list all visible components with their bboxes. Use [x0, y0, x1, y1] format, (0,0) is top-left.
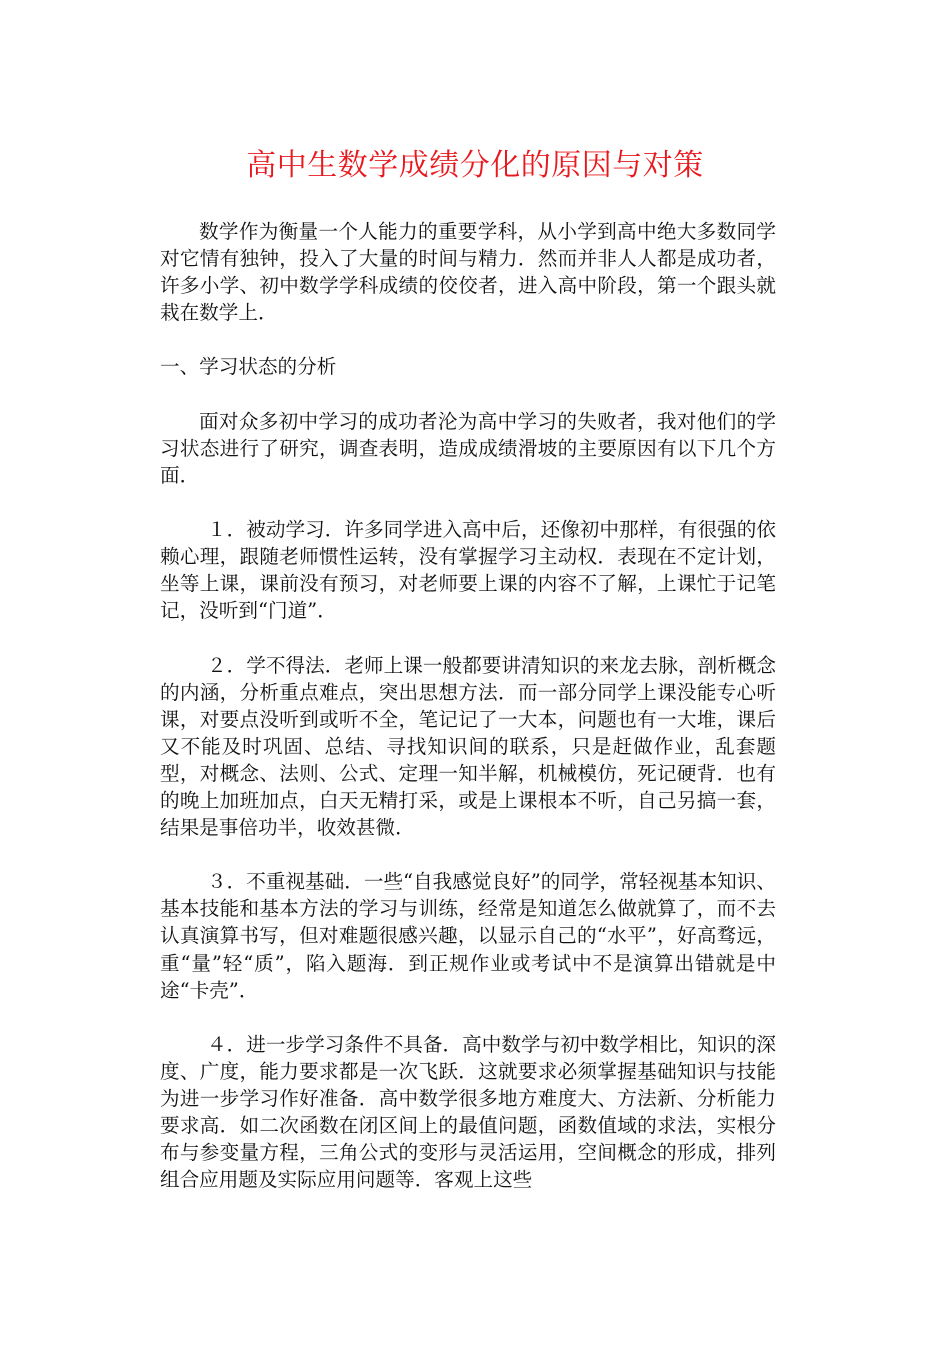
- point-2-paragraph: ２．学不得法．老师上课一般都要讲清知识的来龙去脉，剖析概念的内涵，分析重点难点，突出思想方法．而一部分同学上课没能专心听课，对要点没听到或听不全，笔记记了一大本，问题也有一大堆，课后又不能及时巩固、总结、寻找知识间的联系，只是赶做作业，乱套题型，对概念、法则、公式、定理一知半解，机械模仿，死记硬背．也有的晚上加班加点，白天无精打采，或是上课根本不听，自己另搞一套，结果是事倍功半，收效甚微．: [160, 653, 776, 840]
- section-heading: 一、学习状态的分析: [160, 355, 337, 379]
- point-1-paragraph: １．被动学习．许多同学进入高中后，还像初中那样，有很强的依赖心理，跟随老师惯性运转，没有掌握学习主动权．表现在不定计划，坐等上课，课前没有预习，对老师要上课的内容不了解，上课忙于记笔记，没听到“门道”．: [160, 518, 776, 623]
- page-title: 高中生数学成绩分化的原因与对策: [246, 148, 704, 183]
- section-intro-paragraph: 面对众多初中学习的成功者沦为高中学习的失败者，我对他们的学习状态进行了研究，调查表明，造成成绩滑坡的主要原因有以下几个方面．: [160, 409, 776, 487]
- intro-paragraph: 数学作为衡量一个人能力的重要学科，从小学到高中绝大多数同学对它情有独钟，投入了大量的时间与精力．然而并非人人都是成功者，许多小学、初中数学学科成绩的佼佼者，进入高中阶段，第一个跟头就栽在数学上．: [160, 220, 776, 325]
- document-body: [160, 218, 776, 1220]
- point-4-paragraph: ４．进一步学习条件不具备．高中数学与初中数学相比，知识的深度、广度，能力要求都是一次飞跃．这就要求必须掌握基础知识与技能为进一步学习作好准备．高中数学很多地方难度大、方法新、分析能力要求高．如二次函数在闭区间上的最值问题，函数值域的求法，实根分布与参变量方程，三角公式的变形与灵活运用，空间概念的形成，排列组合应用题及实际应用问题等．客观上这些: [160, 1032, 776, 1192]
- point-3-paragraph: ３．不重视基础．一些“自我感觉良好”的同学，常轻视基本知识、基本技能和基本方法的学习与训练，经常是知道怎么做就算了，而不去认真演算书写，但对难题很感兴趣，以显示自己的“水平”，好高骛远，重“量”轻“质”，陷入题海．到正规作业或考试中不是演算出错就是中途“卡壳”．: [160, 870, 776, 1002]
